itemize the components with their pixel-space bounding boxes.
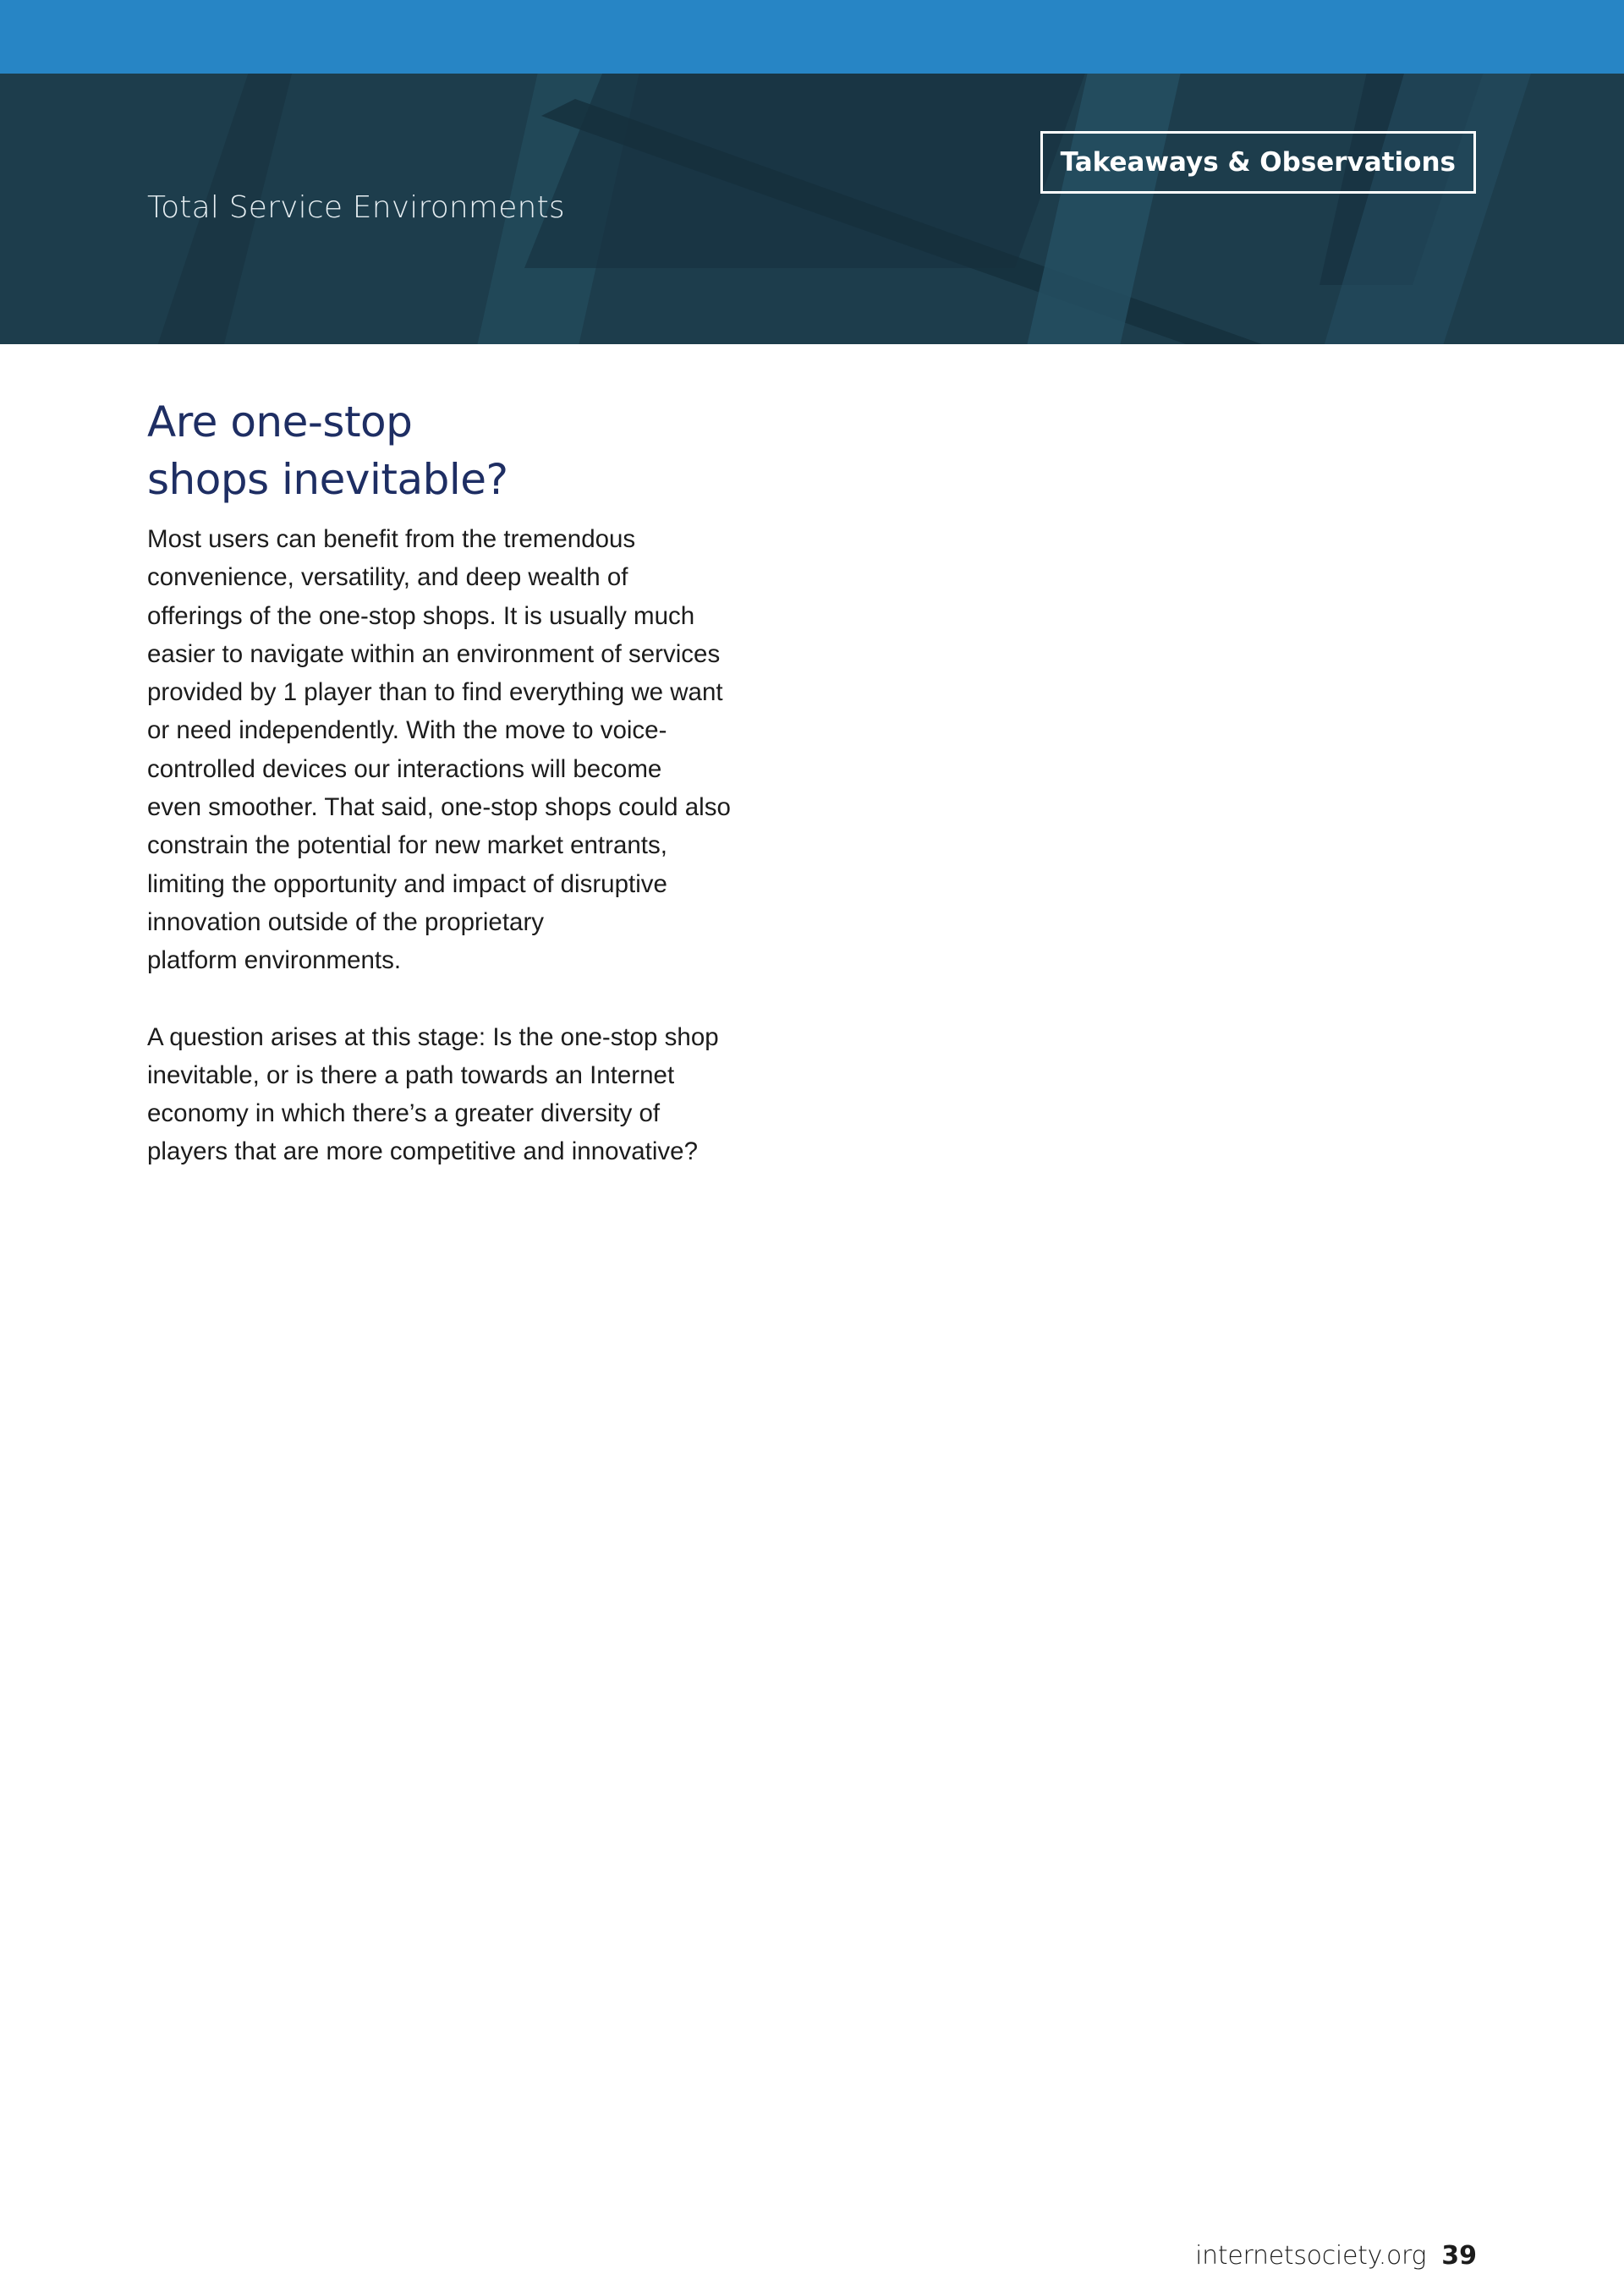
text-line: Most users can benefit from the tremendous [147, 525, 636, 553]
top-color-strip [0, 0, 1624, 74]
text-line: platform environments. [147, 946, 402, 975]
text-line: economy in which there’s a greater diversity of [147, 1099, 661, 1128]
article [147, 393, 790, 1209]
article-heading [147, 393, 790, 508]
text-line: convenience, versatility, and deep wealth of [147, 563, 628, 592]
text-line: or need independently. With the move to voice- [147, 716, 667, 745]
banner-block [524, 74, 1091, 268]
text-line: easier to navigate within an environment of services [147, 639, 721, 668]
text-line: inevitable, or is there a path towards an Internet [147, 1060, 675, 1089]
section-tag: Takeaways & Observations [1040, 131, 1476, 194]
text-line: constrain the potential for new market entrants, [147, 831, 667, 860]
text-line: innovation outside of the proprietary [147, 907, 545, 936]
text-line: offerings of the one-stop shops. It is usually much [147, 601, 695, 630]
text-line: limiting the opportunity and impact of disruptive [147, 869, 667, 898]
footer-site-link[interactable]: internetsociety.org [1195, 2241, 1427, 2271]
section-title: Total Service Environments [147, 190, 565, 225]
page-footer [1195, 2241, 1477, 2271]
text-line: even smoother. That said, one-stop shops could also [147, 793, 731, 822]
paragraph-2 [147, 1018, 790, 1171]
heading-line: Are one-stop [147, 397, 413, 447]
text-line: A question arises at this stage: Is the one-stop shop [147, 1022, 719, 1051]
text-line: players that are more competitive and innovative? [147, 1137, 698, 1166]
paragraph-1 [147, 520, 790, 980]
text-line: controlled devices our interactions will become [147, 754, 662, 783]
text-line: provided by 1 player than to find everything we want [147, 678, 723, 707]
section-banner [0, 74, 1624, 344]
heading-line: shops inevitable? [147, 455, 508, 504]
page-number: 39 [1441, 2241, 1477, 2271]
